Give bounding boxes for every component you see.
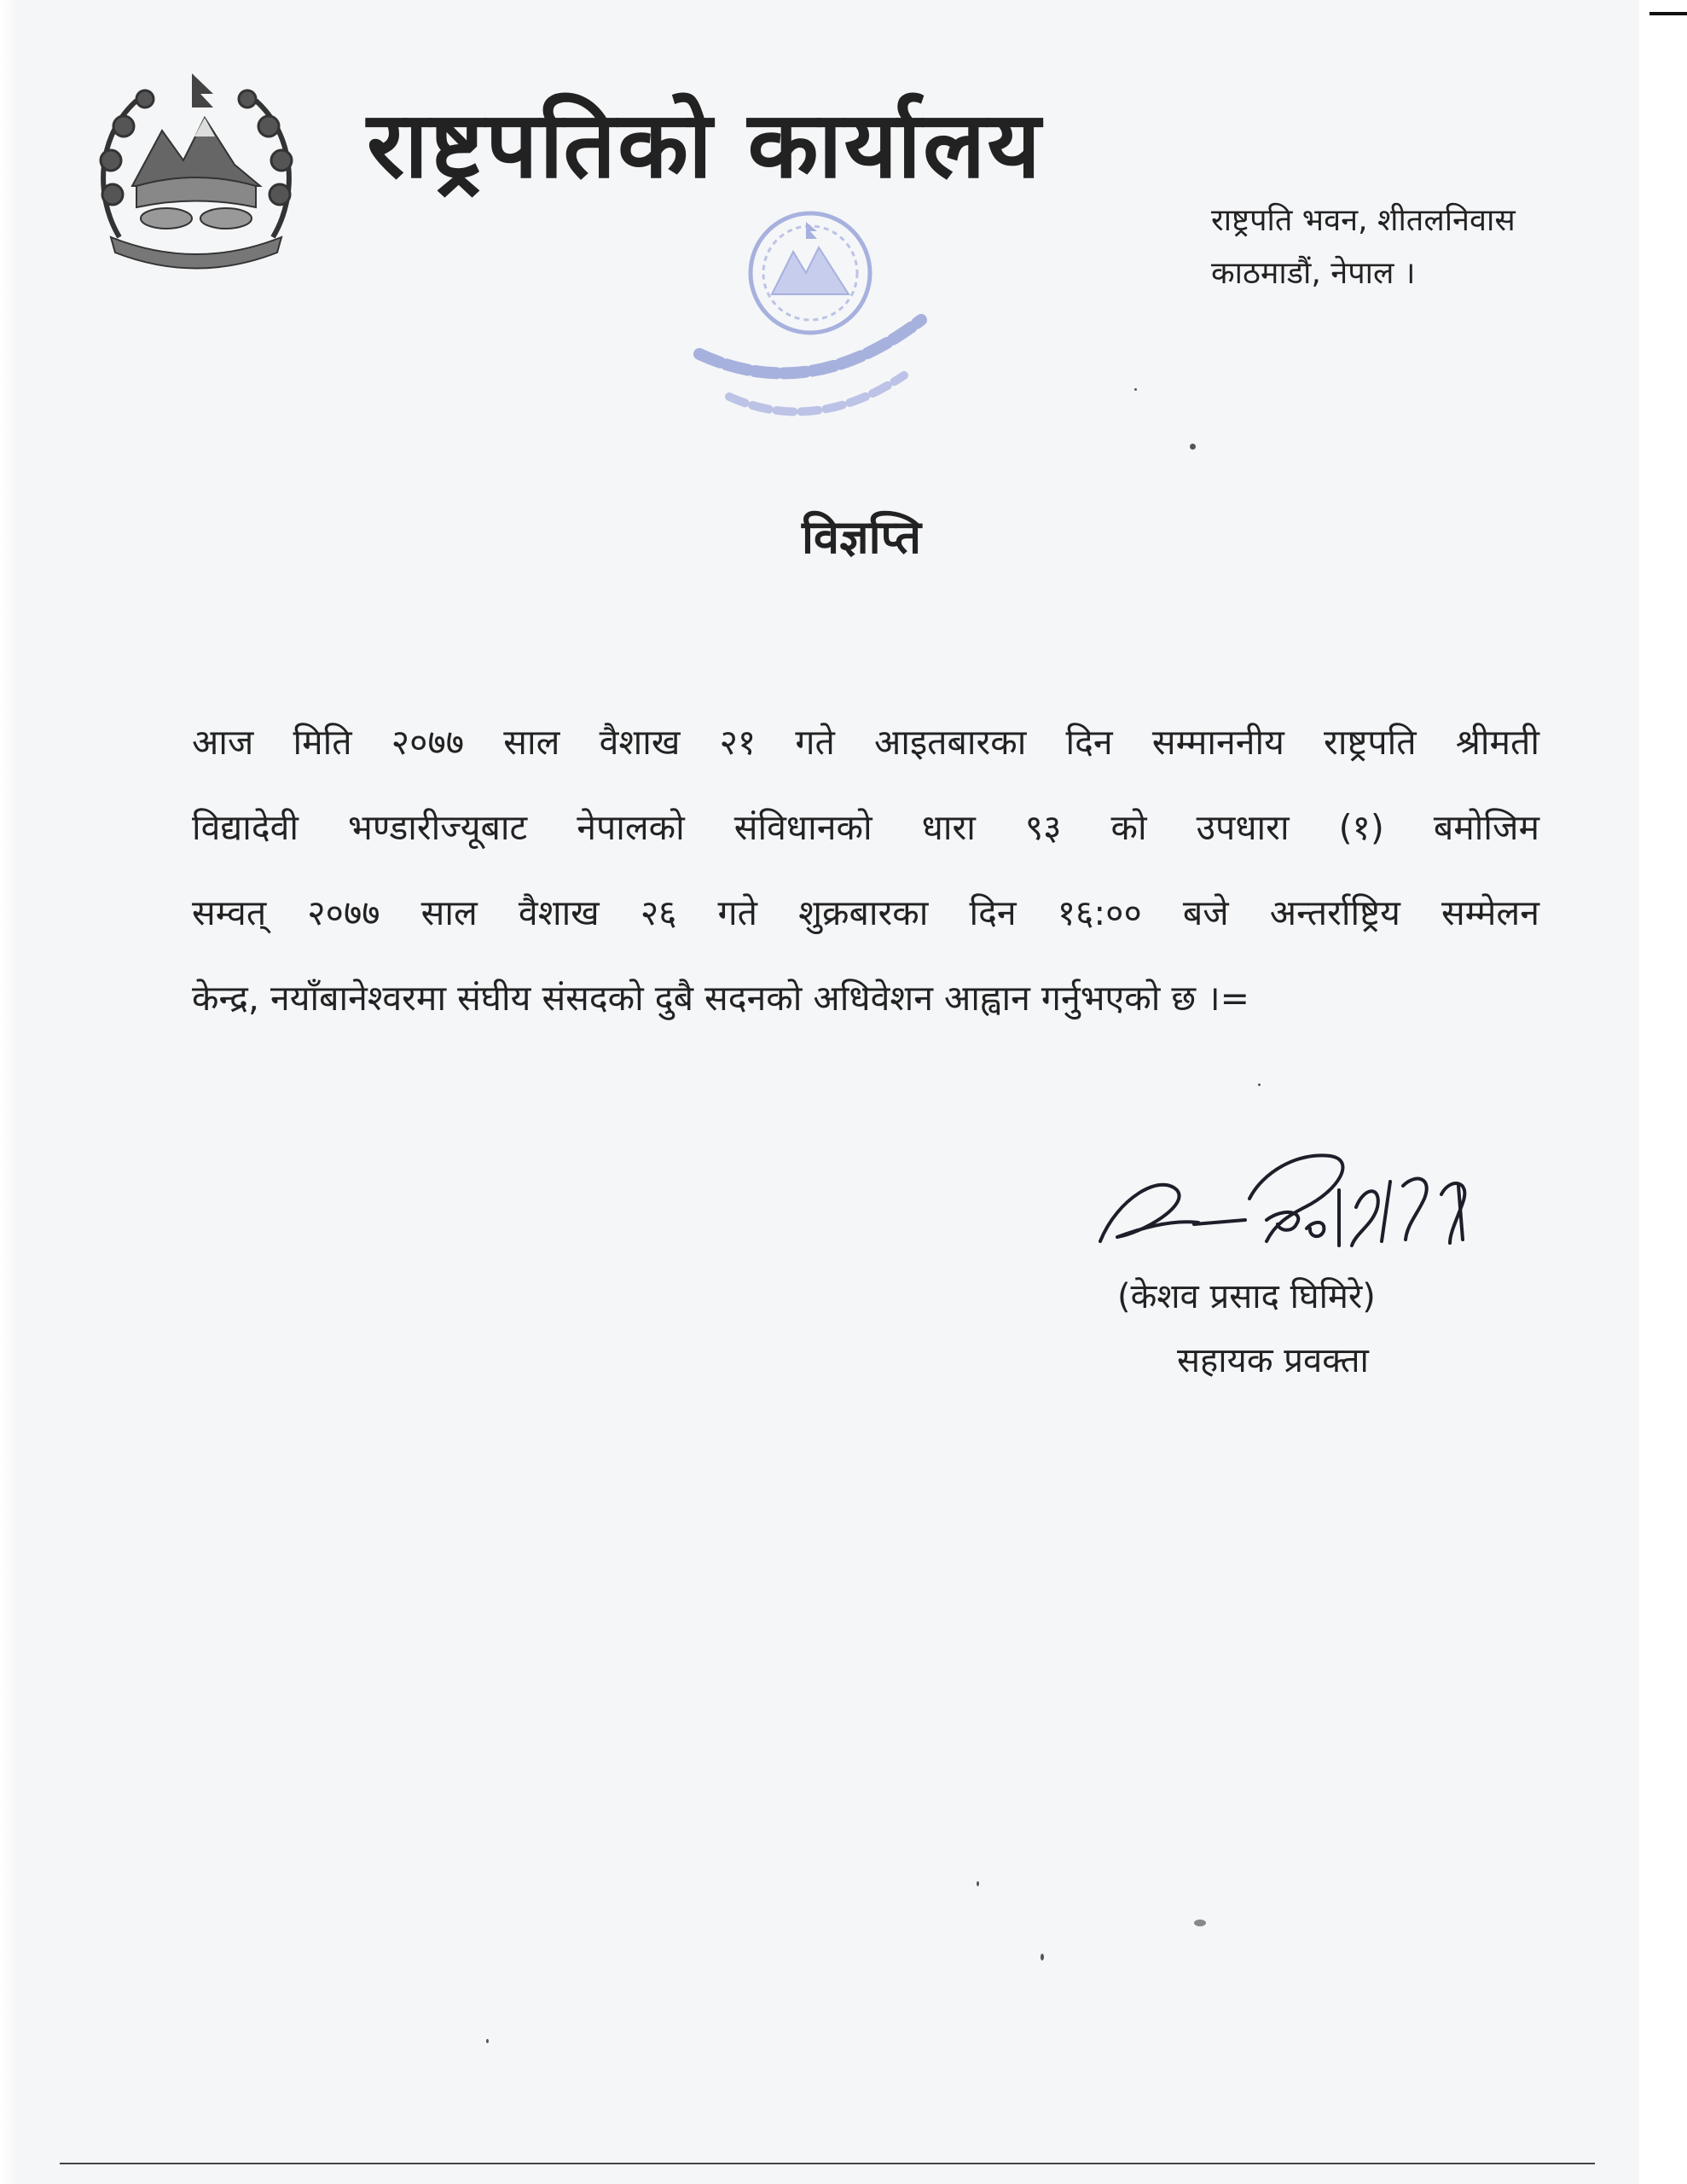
office-title: राष्ट्रपतिको कार्यालय (367, 92, 1042, 199)
scan-speck (1041, 1954, 1044, 1960)
scan-speck (1190, 444, 1196, 450)
scan-shadow-right (1639, 0, 1687, 2184)
body-line-3: सम्वत् २०७७ साल वैशाख २६ गते शुक्रबारका दिन १६:०० बजे अन्तर्राष्ट्रिय सम्मेलन (192, 892, 1539, 933)
scan-edge-mark (1649, 12, 1687, 15)
body-line-1: आज मिति २०७७ साल वैशाख २१ गते आइतबारका दिन सम्माननीय राष्ट्रपति श्रीमती (192, 722, 1539, 763)
scan-speck (1134, 388, 1137, 391)
notice-body (192, 700, 1539, 1041)
scan-speck (1258, 1083, 1261, 1086)
address-line-1: राष्ट्रपति भवन, शीतलनिवास (1211, 203, 1516, 238)
signatory-title: सहायक प्रवक्ता (1177, 1341, 1369, 1380)
scan-speck (977, 1881, 979, 1886)
scan-speck (1194, 1920, 1206, 1926)
scan-speck (486, 2039, 489, 2043)
scan-shadow-left (0, 0, 17, 2184)
office-address (1211, 195, 1516, 300)
footer-rule (60, 2163, 1595, 2164)
address-line-2: काठमाडौं, नेपाल । (1211, 256, 1416, 291)
body-line-2: विद्यादेवी भण्डारीज्यूबाट नेपालको संविधानको धारा ९३ को उपधारा (१) बमोजिम (192, 807, 1539, 848)
handwritten-signature-icon (1083, 1139, 1493, 1267)
office-seal-icon (665, 192, 955, 448)
signatory-name: (केशव प्रसाद घिमिरे) (1117, 1277, 1376, 1316)
nepal-coat-of-arms-icon (85, 67, 307, 271)
body-line-4: केन्द्र, नयाँबानेश्वरमा संघीय संसदको दुबै सदनको अधिवेशन आह्वान गर्नुभएको छ ।= (192, 978, 1250, 1019)
notice-heading: विज्ञप्ति (801, 510, 922, 564)
